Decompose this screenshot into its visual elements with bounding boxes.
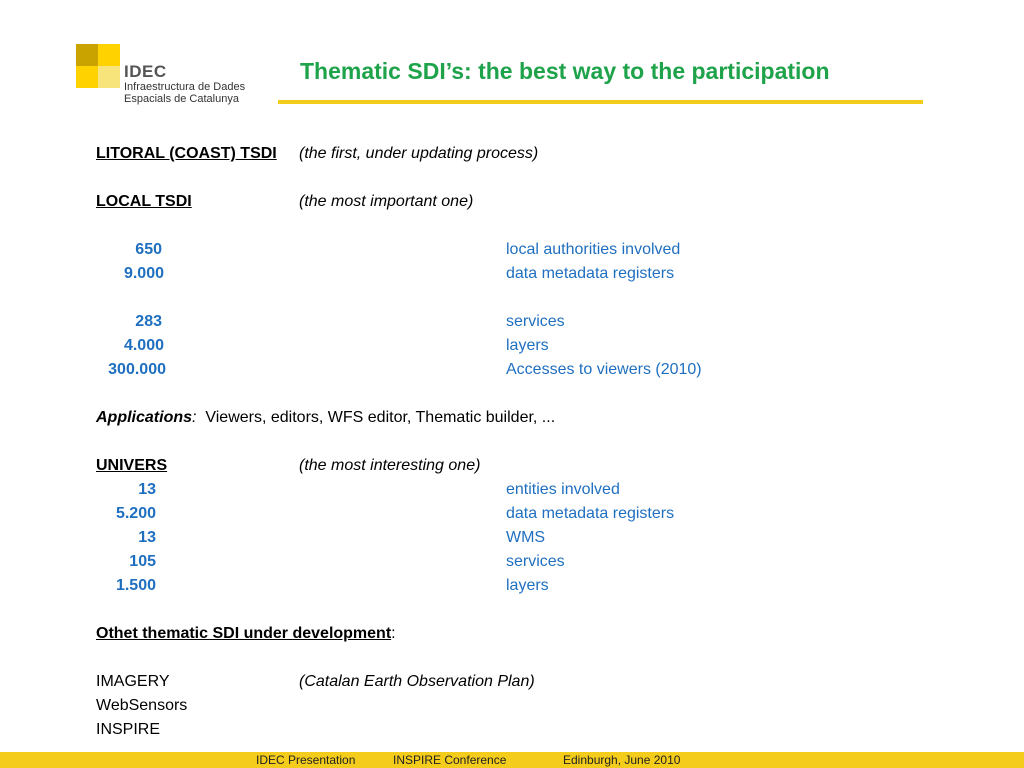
logo-square-light [98, 66, 120, 88]
univers-stat-label: data metadata registers [506, 505, 675, 522]
logo-square-yellow [98, 44, 120, 66]
local-stat-label: layers [506, 337, 549, 354]
other-heading-colon: : [391, 625, 396, 642]
litoral-note: (the first, under updating process) [299, 145, 539, 162]
local-stat-value: 650 [135, 241, 162, 258]
logo-line-2: Espacials de Catalunya [124, 93, 239, 105]
other-item-imagery: IMAGERY [96, 673, 170, 690]
applications-label: Applications [96, 409, 193, 426]
applications-line [96, 408, 555, 428]
univers-stat-value: 1.500 [115, 577, 156, 594]
univers-stat-label: layers [506, 577, 549, 594]
logo-abbr: IDEC [124, 62, 167, 81]
univers-heading: UNIVERS [96, 457, 168, 474]
other-heading: Othet thematic SDI under development [96, 625, 392, 642]
univers-stat-value: 5.200 [115, 505, 156, 522]
footer-place-date: Edinburgh, June 2010 [563, 753, 681, 767]
local-stat-value: 9.000 [123, 265, 164, 282]
univers-stat-label: services [506, 553, 565, 570]
other-item-websensors: WebSensors [96, 697, 188, 714]
local-stat-label: data metadata registers [506, 265, 675, 282]
slide-title: Thematic SDI’s: the best way to the participation [300, 58, 830, 84]
univers-stat-value: 105 [129, 553, 156, 570]
litoral-heading: LITORAL (COAST) TSDI [96, 145, 277, 162]
other-item-inspire: INSPIRE [96, 721, 161, 738]
logo-square-yellow-lower [76, 66, 98, 88]
univers-stat-value: 13 [138, 529, 156, 546]
local-stat-value: 283 [135, 313, 162, 330]
logo-fullname [124, 81, 245, 105]
footer-bar [0, 752, 1024, 768]
univers-stat-label: WMS [506, 529, 546, 546]
local-heading: LOCAL TSDI [96, 193, 192, 210]
local-stat-value: 300.000 [108, 361, 166, 378]
local-note: (the most important one) [299, 193, 474, 210]
idec-logo [76, 44, 256, 104]
local-stat-label: local authorities involved [506, 241, 681, 258]
univers-stat-label: entities involved [506, 481, 620, 498]
univers-stat-value: 13 [138, 481, 156, 498]
logo-line-1: Infraestructura de Dades [124, 81, 246, 93]
local-stat-value: 4.000 [123, 337, 164, 354]
other-item-imagery-note: (Catalan Earth Observation Plan) [299, 673, 535, 690]
univers-note: (the most interesting one) [299, 457, 481, 474]
logo-square-dark [76, 44, 98, 66]
footer-presentation: IDEC Presentation [256, 753, 356, 767]
footer-conference: INSPIRE Conference [393, 753, 507, 767]
local-stat-label: services [506, 313, 565, 330]
applications-text: Viewers, editors, WFS editor, Thematic builder, ... [205, 409, 556, 426]
applications-colon: : [192, 409, 197, 426]
other-heading-line [96, 624, 396, 644]
title-underline [278, 100, 923, 104]
local-stat-label: Accesses to viewers (2010) [506, 361, 702, 378]
